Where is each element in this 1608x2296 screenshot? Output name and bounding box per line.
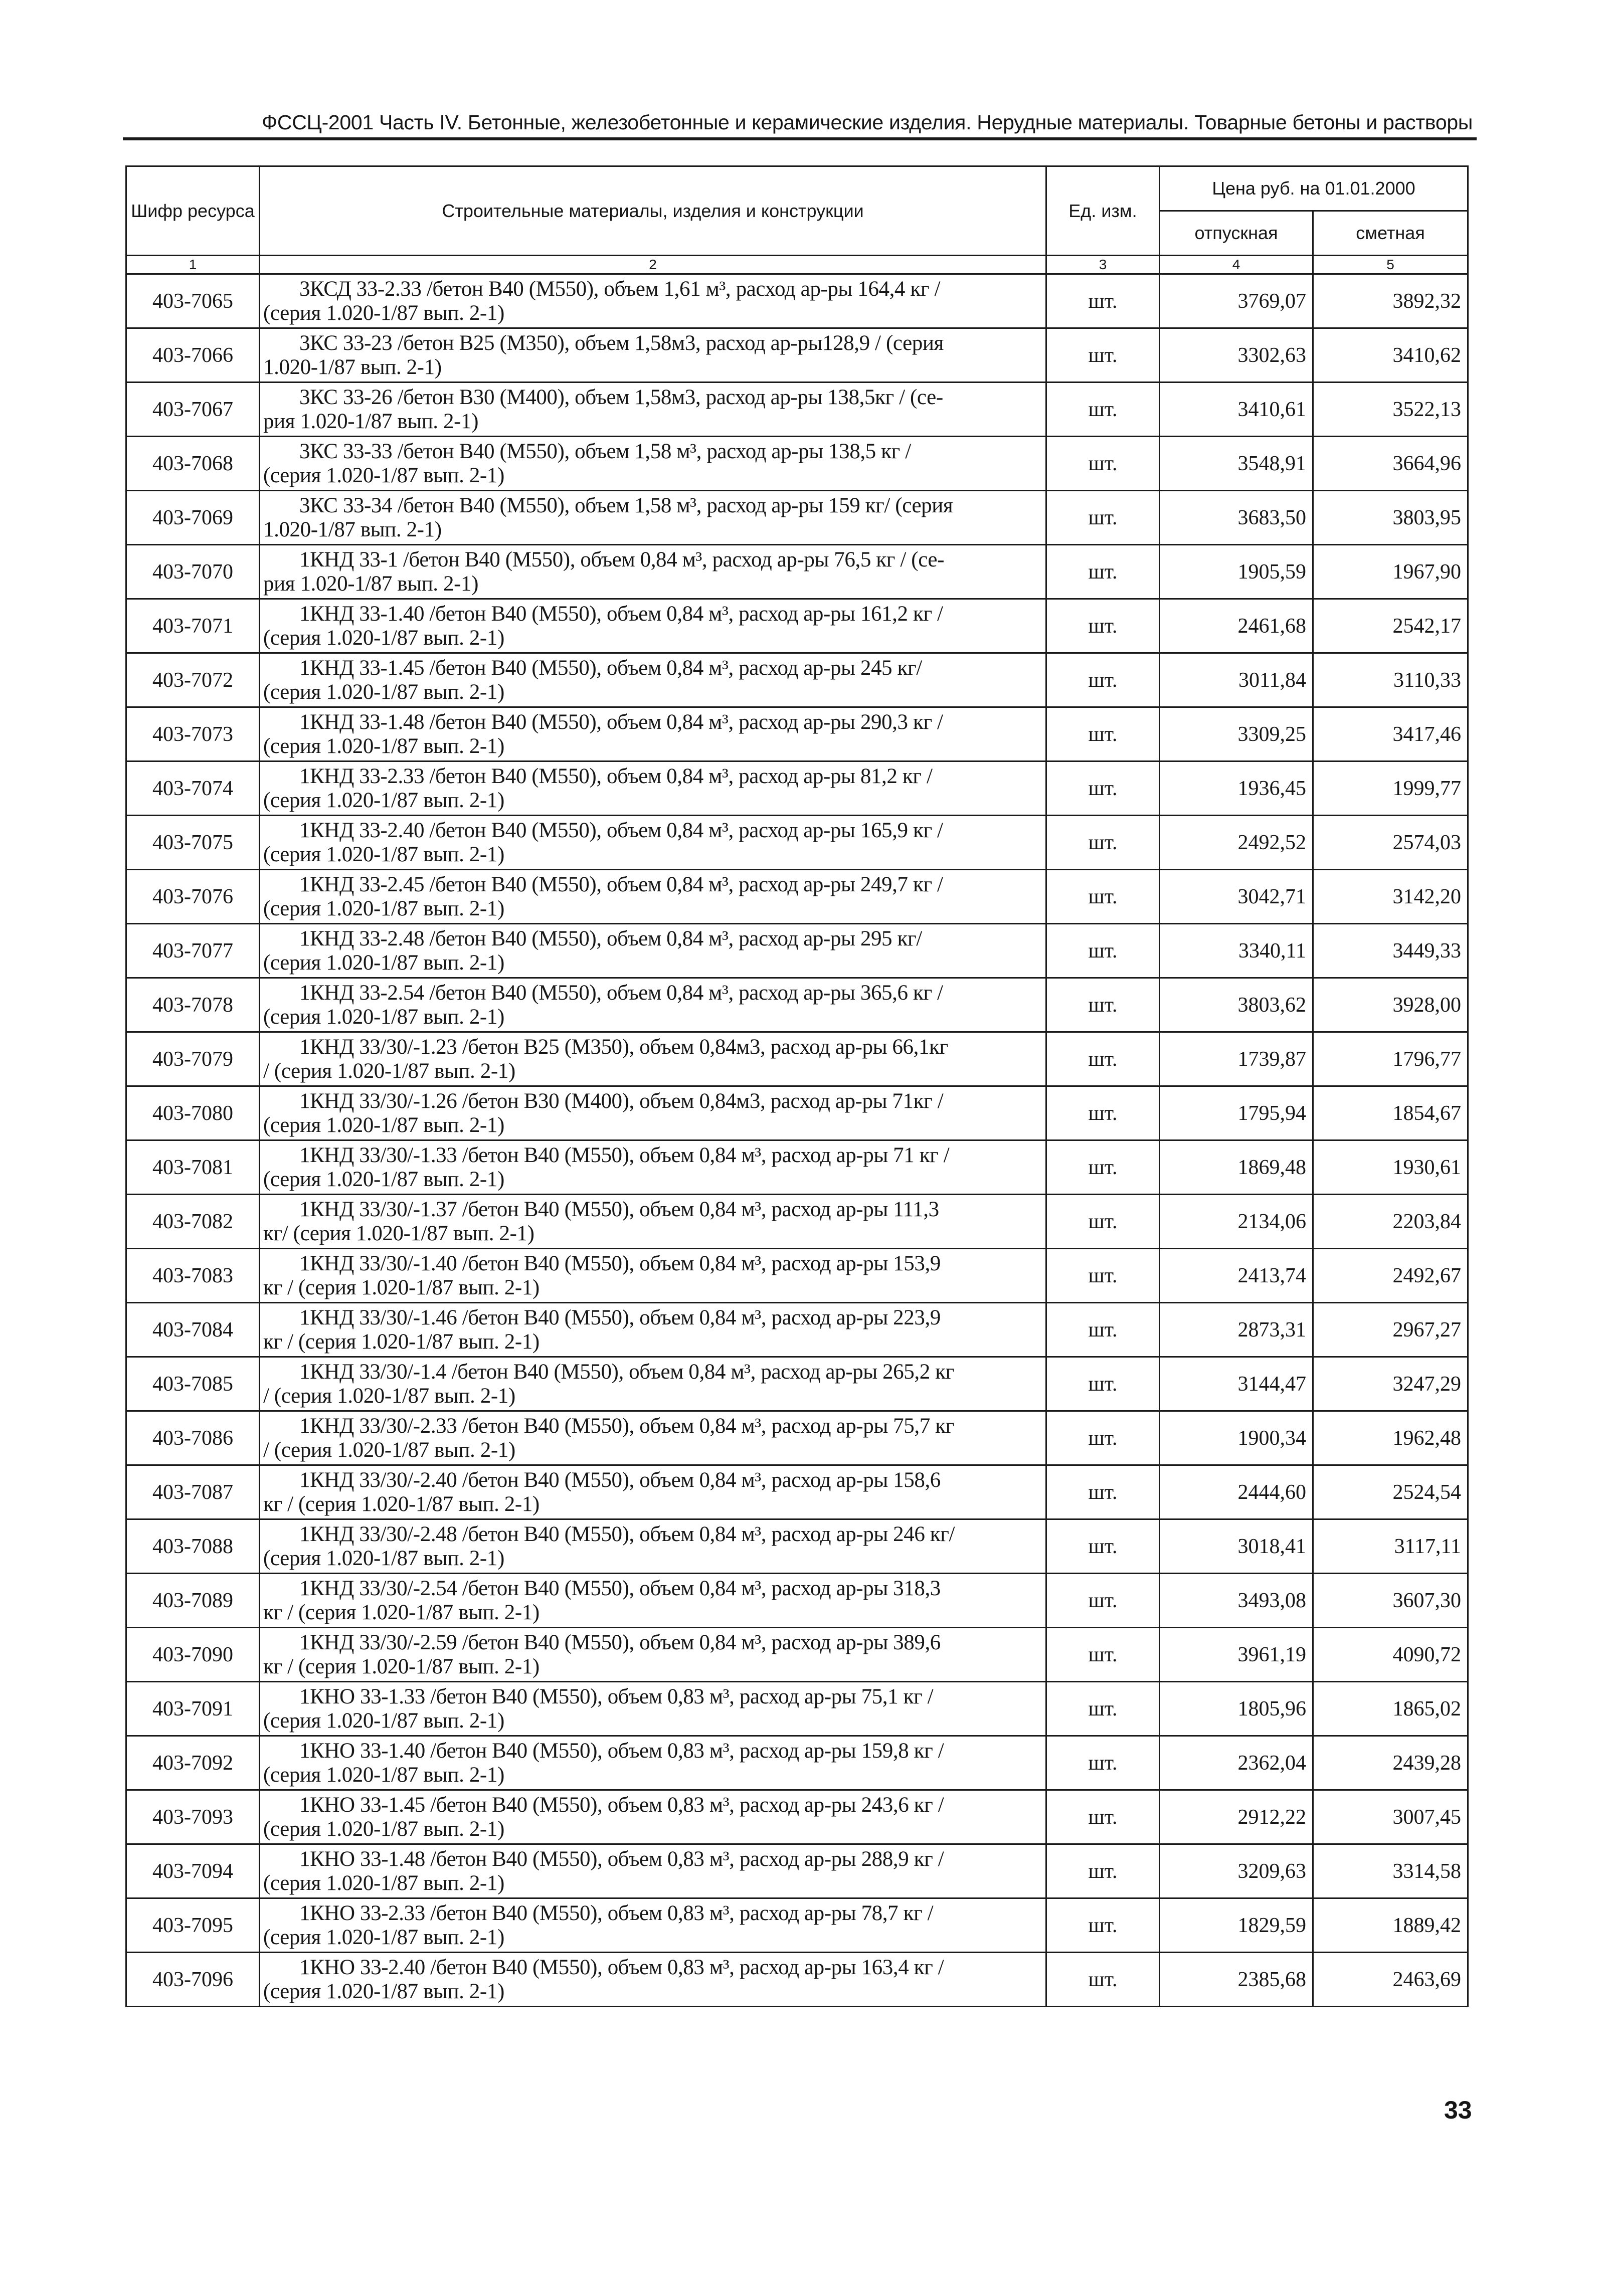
estimate-price-cell: 1962,48 bbox=[1313, 1411, 1468, 1465]
release-price-cell: 3309,25 bbox=[1160, 707, 1313, 761]
table-row bbox=[126, 437, 1468, 491]
resource-code-cell: 403-7068 bbox=[126, 437, 260, 491]
estimate-price-cell: 3417,46 bbox=[1313, 707, 1468, 761]
material-name-line: 1КНД 33-1.48 /бетон В40 (М550), объем 0,84 м³, расход ар-ры 290,3 кг / bbox=[299, 710, 943, 734]
resource-code-cell: 403-7081 bbox=[126, 1140, 260, 1195]
resource-code-cell: 403-7086 bbox=[126, 1411, 260, 1465]
table-row bbox=[126, 1140, 1468, 1195]
material-name-line: 3КС 33-34 /бетон В40 (М550), объем 1,58 м³, расход ар-ры 159 кг/ (серия bbox=[299, 493, 953, 517]
table-row bbox=[126, 1086, 1468, 1140]
material-name-cell bbox=[260, 1411, 1046, 1465]
material-series-line: рия 1.020-1/87 вып. 2-1) bbox=[263, 409, 479, 433]
release-price-cell: 3493,08 bbox=[1160, 1574, 1313, 1628]
unit-cell: шт. bbox=[1046, 1086, 1160, 1140]
resource-code-cell: 403-7096 bbox=[126, 1953, 260, 2007]
unit-cell: шт. bbox=[1046, 1032, 1160, 1086]
material-name-cell bbox=[260, 653, 1046, 707]
unit-cell: шт. bbox=[1046, 1790, 1160, 1844]
estimate-price-cell: 2439,28 bbox=[1313, 1736, 1468, 1790]
estimate-price-cell: 3142,20 bbox=[1313, 870, 1468, 924]
material-name-line: 1КНО 33-2.40 /бетон В40 (М550), объем 0,83 м³, расход ар-ры 163,4 кг / bbox=[299, 1955, 944, 1979]
release-price-cell: 3144,47 bbox=[1160, 1357, 1313, 1411]
estimate-price-cell: 3522,13 bbox=[1313, 382, 1468, 437]
material-name-cell bbox=[260, 1086, 1046, 1140]
unit-cell: шт. bbox=[1046, 870, 1160, 924]
material-series-line: / (серия 1.020-1/87 вып. 2-1) bbox=[263, 1059, 515, 1083]
material-name-cell bbox=[260, 491, 1046, 545]
unit-cell: шт. bbox=[1046, 1682, 1160, 1736]
material-name-cell bbox=[260, 274, 1046, 328]
table-row bbox=[126, 924, 1468, 978]
unit-cell: шт. bbox=[1046, 761, 1160, 816]
unit-cell: шт. bbox=[1046, 978, 1160, 1032]
resource-code-cell: 403-7070 bbox=[126, 545, 260, 599]
unit-cell: шт. bbox=[1046, 1574, 1160, 1628]
material-name-cell bbox=[260, 707, 1046, 761]
material-name-line: 1КНД 33/30/-1.23 /бетон В25 (М350), объем 0,84м3, расход ар-ры 66,1кг bbox=[299, 1035, 948, 1059]
material-name-cell bbox=[260, 1465, 1046, 1519]
unit-cell: шт. bbox=[1046, 653, 1160, 707]
table-row bbox=[126, 870, 1468, 924]
unit-cell: шт. bbox=[1046, 1303, 1160, 1357]
table-row bbox=[126, 1032, 1468, 1086]
resource-code-cell: 403-7078 bbox=[126, 978, 260, 1032]
release-price-cell: 1739,87 bbox=[1160, 1032, 1313, 1086]
material-name-cell bbox=[260, 1195, 1046, 1249]
unit-cell: шт. bbox=[1046, 491, 1160, 545]
release-price-cell: 1795,94 bbox=[1160, 1086, 1313, 1140]
release-price-cell: 3011,84 bbox=[1160, 653, 1313, 707]
resource-code-cell: 403-7069 bbox=[126, 491, 260, 545]
resource-code-cell: 403-7087 bbox=[126, 1465, 260, 1519]
material-series-line: 1.020-1/87 вып. 2-1) bbox=[263, 517, 442, 541]
resource-code-cell: 403-7093 bbox=[126, 1790, 260, 1844]
material-series-line: кг / (серия 1.020-1/87 вып. 2-1) bbox=[263, 1275, 540, 1299]
release-price-cell: 1936,45 bbox=[1160, 761, 1313, 816]
column-header-release: отпускная bbox=[1160, 211, 1313, 256]
unit-cell: шт. bbox=[1046, 1844, 1160, 1898]
table-row bbox=[126, 599, 1468, 653]
material-name-line: 1КНО 33-2.33 /бетон В40 (М550), объем 0,83 м³, расход ар-ры 78,7 кг / bbox=[299, 1901, 934, 1925]
material-name-line: 1КНД 33/30/-1.37 /бетон В40 (М550), объем 0,84 м³, расход ар-ры 111,3 bbox=[299, 1197, 939, 1221]
release-price-cell: 3548,91 bbox=[1160, 437, 1313, 491]
estimate-price-cell: 3664,96 bbox=[1313, 437, 1468, 491]
release-price-cell: 3018,41 bbox=[1160, 1519, 1313, 1574]
material-series-line: / (серия 1.020-1/87 вып. 2-1) bbox=[263, 1438, 515, 1462]
material-series-line: (серия 1.020-1/87 вып. 2-1) bbox=[263, 626, 504, 650]
material-series-line: / (серия 1.020-1/87 вып. 2-1) bbox=[263, 1384, 515, 1408]
estimate-price-cell: 1999,77 bbox=[1313, 761, 1468, 816]
material-name-line: 1КНД 33-2.54 /бетон В40 (М550), объем 0,84 м³, расход ар-ры 365,6 кг / bbox=[299, 981, 943, 1005]
material-name-line: 1КНД 33-1.40 /бетон В40 (М550), объем 0,84 м³, расход ар-ры 161,2 кг / bbox=[299, 602, 943, 626]
column-number: 2 bbox=[260, 256, 1046, 274]
unit-cell: шт. bbox=[1046, 1357, 1160, 1411]
estimate-price-cell: 2524,54 bbox=[1313, 1465, 1468, 1519]
estimate-price-cell: 1889,42 bbox=[1313, 1898, 1468, 1953]
material-name-line: 3КС 33-23 /бетон В25 (М350), объем 1,58м3, расход ар-ры128,9 / (серия bbox=[299, 331, 944, 355]
material-series-line: 1.020-1/87 вып. 2-1) bbox=[263, 355, 442, 379]
material-name-cell bbox=[260, 870, 1046, 924]
table-row bbox=[126, 274, 1468, 328]
material-name-line: 1КНД 33-2.40 /бетон В40 (М550), объем 0,84 м³, расход ар-ры 165,9 кг / bbox=[299, 818, 943, 842]
release-price-cell: 2413,74 bbox=[1160, 1249, 1313, 1303]
column-header-price-group: Цена руб. на 01.01.2000 bbox=[1160, 166, 1468, 211]
unit-cell: шт. bbox=[1046, 274, 1160, 328]
material-name-line: 1КНД 33-2.45 /бетон В40 (М550), объем 0,84 м³, расход ар-ры 249,7 кг / bbox=[299, 872, 943, 896]
table-body bbox=[126, 274, 1468, 2007]
material-name-line: 1КНД 33/30/-2.54 /бетон В40 (М550), объем 0,84 м³, расход ар-ры 318,3 bbox=[299, 1576, 941, 1600]
resource-code-cell: 403-7090 bbox=[126, 1628, 260, 1682]
material-series-line: (серия 1.020-1/87 вып. 2-1) bbox=[263, 896, 504, 920]
resource-code-cell: 403-7074 bbox=[126, 761, 260, 816]
material-name-cell bbox=[260, 1790, 1046, 1844]
resource-code-cell: 403-7066 bbox=[126, 328, 260, 382]
estimate-price-cell: 3110,33 bbox=[1313, 653, 1468, 707]
estimate-price-cell: 4090,72 bbox=[1313, 1628, 1468, 1682]
unit-cell: шт. bbox=[1046, 816, 1160, 870]
material-series-line: кг / (серия 1.020-1/87 вып. 2-1) bbox=[263, 1492, 540, 1516]
running-header-text: ФССЦ-2001 Часть IV. Бетонные, железобетонные и керамические изделия. Нерудные материалы. Товарные бетоны и растворы bbox=[262, 111, 1473, 134]
table-row bbox=[126, 1357, 1468, 1411]
material-name-cell bbox=[260, 978, 1046, 1032]
unit-cell: шт. bbox=[1046, 1519, 1160, 1574]
material-series-line: (серия 1.020-1/87 вып. 2-1) bbox=[263, 1167, 504, 1191]
material-series-line: (серия 1.020-1/87 вып. 2-1) bbox=[263, 680, 504, 704]
material-name-line: 1КНД 33-1.45 /бетон В40 (М550), объем 0,84 м³, расход ар-ры 245 кг/ bbox=[299, 656, 922, 680]
material-name-cell bbox=[260, 761, 1046, 816]
unit-cell: шт. bbox=[1046, 1628, 1160, 1682]
material-name-cell bbox=[260, 1898, 1046, 1953]
material-name-cell bbox=[260, 1953, 1046, 2007]
release-price-cell: 1900,34 bbox=[1160, 1411, 1313, 1465]
material-name-cell bbox=[260, 1519, 1046, 1574]
material-name-cell bbox=[260, 816, 1046, 870]
material-series-line: (серия 1.020-1/87 вып. 2-1) bbox=[263, 950, 504, 975]
material-series-line: (серия 1.020-1/87 вып. 2-1) bbox=[263, 1979, 504, 2003]
running-header bbox=[123, 105, 1477, 140]
material-name-cell bbox=[260, 1303, 1046, 1357]
unit-cell: шт. bbox=[1046, 545, 1160, 599]
estimate-price-cell: 3449,33 bbox=[1313, 924, 1468, 978]
column-header-unit: Ед. изм. bbox=[1046, 166, 1160, 256]
unit-cell: шт. bbox=[1046, 1140, 1160, 1195]
estimate-price-cell: 2542,17 bbox=[1313, 599, 1468, 653]
release-price-cell: 3042,71 bbox=[1160, 870, 1313, 924]
release-price-cell: 3410,61 bbox=[1160, 382, 1313, 437]
release-price-cell: 3340,11 bbox=[1160, 924, 1313, 978]
material-series-line: (серия 1.020-1/87 вып. 2-1) bbox=[263, 1925, 504, 1949]
table-row bbox=[126, 545, 1468, 599]
estimate-price-cell: 2967,27 bbox=[1313, 1303, 1468, 1357]
price-table bbox=[125, 165, 1469, 2007]
material-series-line: (серия 1.020-1/87 вып. 2-1) bbox=[263, 788, 504, 812]
table-row bbox=[126, 328, 1468, 382]
resource-code-cell: 403-7084 bbox=[126, 1303, 260, 1357]
header-row bbox=[126, 166, 1468, 211]
release-price-cell: 2134,06 bbox=[1160, 1195, 1313, 1249]
material-name-line: 1КНД 33-2.48 /бетон В40 (М550), объем 0,84 м³, расход ар-ры 295 кг/ bbox=[299, 926, 922, 950]
release-price-cell: 3683,50 bbox=[1160, 491, 1313, 545]
table-row bbox=[126, 1465, 1468, 1519]
unit-cell: шт. bbox=[1046, 382, 1160, 437]
resource-code-cell: 403-7088 bbox=[126, 1519, 260, 1574]
material-name-cell bbox=[260, 1844, 1046, 1898]
material-name-line: 1КНД 33/30/-1.40 /бетон В40 (М550), объем 0,84 м³, расход ар-ры 153,9 bbox=[299, 1251, 941, 1275]
table-row bbox=[126, 1628, 1468, 1682]
unit-cell: шт. bbox=[1046, 1898, 1160, 1953]
resource-code-cell: 403-7077 bbox=[126, 924, 260, 978]
resource-code-cell: 403-7079 bbox=[126, 1032, 260, 1086]
estimate-price-cell: 2203,84 bbox=[1313, 1195, 1468, 1249]
release-price-cell: 2362,04 bbox=[1160, 1736, 1313, 1790]
material-series-line: кг / (серия 1.020-1/87 вып. 2-1) bbox=[263, 1600, 540, 1624]
table-row bbox=[126, 1953, 1468, 2007]
column-number-row bbox=[126, 256, 1468, 274]
unit-cell: шт. bbox=[1046, 1411, 1160, 1465]
release-price-cell: 2912,22 bbox=[1160, 1790, 1313, 1844]
table-row bbox=[126, 1736, 1468, 1790]
resource-code-cell: 403-7075 bbox=[126, 816, 260, 870]
unit-cell: шт. bbox=[1046, 707, 1160, 761]
material-name-line: 1КНО 33-1.48 /бетон В40 (М550), объем 0,83 м³, расход ар-ры 288,9 кг / bbox=[299, 1847, 944, 1871]
unit-cell: шт. bbox=[1046, 1736, 1160, 1790]
column-header-estimate: сметная bbox=[1313, 211, 1468, 256]
column-number: 3 bbox=[1046, 256, 1160, 274]
material-name-line: 3КС 33-26 /бетон В30 (М400), объем 1,58м3, расход ар-ры 138,5кг / (се- bbox=[299, 385, 943, 409]
estimate-price-cell: 3007,45 bbox=[1313, 1790, 1468, 1844]
material-name-cell bbox=[260, 382, 1046, 437]
release-price-cell: 1805,96 bbox=[1160, 1682, 1313, 1736]
table-row bbox=[126, 816, 1468, 870]
material-series-line: (серия 1.020-1/87 вып. 2-1) bbox=[263, 1763, 504, 1787]
estimate-price-cell: 2463,69 bbox=[1313, 1953, 1468, 2007]
resource-code-cell: 403-7071 bbox=[126, 599, 260, 653]
resource-code-cell: 403-7072 bbox=[126, 653, 260, 707]
estimate-price-cell: 3314,58 bbox=[1313, 1844, 1468, 1898]
material-series-line: кг / (серия 1.020-1/87 вып. 2-1) bbox=[263, 1329, 540, 1354]
estimate-price-cell: 3928,00 bbox=[1313, 978, 1468, 1032]
resource-code-cell: 403-7085 bbox=[126, 1357, 260, 1411]
estimate-price-cell: 3803,95 bbox=[1313, 491, 1468, 545]
column-number: 5 bbox=[1313, 256, 1468, 274]
material-name-cell bbox=[260, 1357, 1046, 1411]
material-name-line: 1КНД 33-1 /бетон В40 (М550), объем 0,84 м³, расход ар-ры 76,5 кг / (се- bbox=[299, 547, 945, 571]
material-series-line: (серия 1.020-1/87 вып. 2-1) bbox=[263, 1546, 504, 1570]
material-name-line: 1КНД 33/30/-1.33 /бетон В40 (М550), объем 0,84 м³, расход ар-ры 71 кг / bbox=[299, 1143, 950, 1167]
material-name-cell bbox=[260, 1574, 1046, 1628]
material-series-line: (серия 1.020-1/87 вып. 2-1) bbox=[263, 1817, 504, 1841]
material-name-cell bbox=[260, 328, 1046, 382]
material-name-line: 1КНО 33-1.33 /бетон В40 (М550), объем 0,83 м³, расход ар-ры 75,1 кг / bbox=[299, 1684, 934, 1708]
release-price-cell: 3803,62 bbox=[1160, 978, 1313, 1032]
release-price-cell: 3769,07 bbox=[1160, 274, 1313, 328]
resource-code-cell: 403-7092 bbox=[126, 1736, 260, 1790]
material-name-line: 3КС 33-33 /бетон В40 (М550), объем 1,58 м³, расход ар-ры 138,5 кг / bbox=[299, 439, 911, 463]
material-series-line: кг / (серия 1.020-1/87 вып. 2-1) bbox=[263, 1654, 540, 1678]
material-name-cell bbox=[260, 545, 1046, 599]
material-series-line: (серия 1.020-1/87 вып. 2-1) bbox=[263, 842, 504, 866]
estimate-price-cell: 1854,67 bbox=[1313, 1086, 1468, 1140]
material-name-line: 3КСД 33-2.33 /бетон В40 (М550), объем 1,61 м³, расход ар-ры 164,4 кг / bbox=[299, 277, 940, 301]
material-name-line: 1КНД 33/30/-1.26 /бетон В30 (М400), объем 0,84м3, расход ар-ры 71кг / bbox=[299, 1089, 944, 1113]
material-name-line: 1КНД 33/30/-2.48 /бетон В40 (М550), объем 0,84 м³, расход ар-ры 246 кг/ bbox=[299, 1522, 955, 1546]
column-number: 4 bbox=[1160, 256, 1313, 274]
unit-cell: шт. bbox=[1046, 437, 1160, 491]
table-row bbox=[126, 1411, 1468, 1465]
resource-code-cell: 403-7091 bbox=[126, 1682, 260, 1736]
material-name-line: 1КНД 33/30/-2.33 /бетон В40 (М550), объем 0,84 м³, расход ар-ры 75,7 кг bbox=[299, 1414, 954, 1438]
resource-code-cell: 403-7076 bbox=[126, 870, 260, 924]
material-series-line: (серия 1.020-1/87 вып. 2-1) bbox=[263, 1708, 504, 1733]
table-row bbox=[126, 761, 1468, 816]
material-name-cell bbox=[260, 1682, 1046, 1736]
estimate-price-cell: 2492,67 bbox=[1313, 1249, 1468, 1303]
resource-code-cell: 403-7089 bbox=[126, 1574, 260, 1628]
material-name-line: 1КНО 33-1.45 /бетон В40 (М550), объем 0,83 м³, расход ар-ры 243,6 кг / bbox=[299, 1793, 944, 1817]
estimate-price-cell: 3892,32 bbox=[1313, 274, 1468, 328]
table-row bbox=[126, 382, 1468, 437]
material-name-cell bbox=[260, 437, 1046, 491]
release-price-cell: 3209,63 bbox=[1160, 1844, 1313, 1898]
release-price-cell: 3302,63 bbox=[1160, 328, 1313, 382]
table-row bbox=[126, 1574, 1468, 1628]
resource-code-cell: 403-7073 bbox=[126, 707, 260, 761]
material-series-line: (серия 1.020-1/87 вып. 2-1) bbox=[263, 463, 504, 487]
resource-code-cell: 403-7080 bbox=[126, 1086, 260, 1140]
material-series-line: (серия 1.020-1/87 вып. 2-1) bbox=[263, 734, 504, 758]
material-series-line: (серия 1.020-1/87 вып. 2-1) bbox=[263, 1005, 504, 1029]
material-series-line: (серия 1.020-1/87 вып. 2-1) bbox=[263, 301, 504, 325]
material-series-line: (серия 1.020-1/87 вып. 2-1) bbox=[263, 1113, 504, 1137]
table-row bbox=[126, 1682, 1468, 1736]
unit-cell: шт. bbox=[1046, 1195, 1160, 1249]
release-price-cell: 1829,59 bbox=[1160, 1898, 1313, 1953]
column-header-code: Шифр ресурса bbox=[126, 166, 260, 256]
unit-cell: шт. bbox=[1046, 1953, 1160, 2007]
estimate-price-cell: 1967,90 bbox=[1313, 545, 1468, 599]
material-series-line: рия 1.020-1/87 вып. 2-1) bbox=[263, 571, 479, 596]
release-price-cell: 3961,19 bbox=[1160, 1628, 1313, 1682]
table-row bbox=[126, 1519, 1468, 1574]
material-name-line: 1КНО 33-1.40 /бетон В40 (М550), объем 0,83 м³, расход ар-ры 159,8 кг / bbox=[299, 1739, 944, 1763]
unit-cell: шт. bbox=[1046, 328, 1160, 382]
release-price-cell: 2492,52 bbox=[1160, 816, 1313, 870]
table-header bbox=[126, 166, 1468, 274]
estimate-price-cell: 3247,29 bbox=[1313, 1357, 1468, 1411]
column-number: 1 bbox=[126, 256, 260, 274]
table-row bbox=[126, 653, 1468, 707]
material-name-cell bbox=[260, 1736, 1046, 1790]
material-series-line: (серия 1.020-1/87 вып. 2-1) bbox=[263, 1871, 504, 1895]
resource-code-cell: 403-7065 bbox=[126, 274, 260, 328]
material-name-cell bbox=[260, 924, 1046, 978]
unit-cell: шт. bbox=[1046, 599, 1160, 653]
estimate-price-cell: 3607,30 bbox=[1313, 1574, 1468, 1628]
release-price-cell: 2385,68 bbox=[1160, 1953, 1313, 2007]
release-price-cell: 2873,31 bbox=[1160, 1303, 1313, 1357]
estimate-price-cell: 2574,03 bbox=[1313, 816, 1468, 870]
estimate-price-cell: 3117,11 bbox=[1313, 1519, 1468, 1574]
resource-code-cell: 403-7095 bbox=[126, 1898, 260, 1953]
material-name-line: 1КНД 33/30/-1.46 /бетон В40 (М550), объем 0,84 м³, расход ар-ры 223,9 bbox=[299, 1305, 941, 1329]
resource-code-cell: 403-7082 bbox=[126, 1195, 260, 1249]
material-name-line: 1КНД 33/30/-2.59 /бетон В40 (М550), объем 0,84 м³, расход ар-ры 389,6 bbox=[299, 1630, 941, 1654]
table-row bbox=[126, 978, 1468, 1032]
unit-cell: шт. bbox=[1046, 1465, 1160, 1519]
table-row bbox=[126, 1303, 1468, 1357]
table-row bbox=[126, 707, 1468, 761]
table-row bbox=[126, 491, 1468, 545]
resource-code-cell: 403-7094 bbox=[126, 1844, 260, 1898]
material-name-cell bbox=[260, 599, 1046, 653]
material-name-line: 1КНД 33/30/-2.40 /бетон В40 (М550), объем 0,84 м³, расход ар-ры 158,6 bbox=[299, 1468, 941, 1492]
page-number: 33 bbox=[1444, 2096, 1472, 2124]
release-price-cell: 1869,48 bbox=[1160, 1140, 1313, 1195]
estimate-price-cell: 1930,61 bbox=[1313, 1140, 1468, 1195]
estimate-price-cell: 1796,77 bbox=[1313, 1032, 1468, 1086]
estimate-price-cell: 3410,62 bbox=[1313, 328, 1468, 382]
material-name-cell bbox=[260, 1140, 1046, 1195]
material-name-line: 1КНД 33/30/-1.4 /бетон В40 (М550), объем 0,84 м³, расход ар-ры 265,2 кг bbox=[299, 1360, 954, 1384]
resource-code-cell: 403-7067 bbox=[126, 382, 260, 437]
release-price-cell: 1905,59 bbox=[1160, 545, 1313, 599]
unit-cell: шт. bbox=[1046, 1249, 1160, 1303]
material-series-line: кг/ (серия 1.020-1/87 вып. 2-1) bbox=[263, 1221, 534, 1245]
material-name-cell bbox=[260, 1032, 1046, 1086]
estimate-price-cell: 1865,02 bbox=[1313, 1682, 1468, 1736]
column-header-name: Строительные материалы, изделия и конструкции bbox=[260, 166, 1046, 256]
release-price-cell: 2461,68 bbox=[1160, 599, 1313, 653]
table-row bbox=[126, 1195, 1468, 1249]
table-row bbox=[126, 1898, 1468, 1953]
release-price-cell: 2444,60 bbox=[1160, 1465, 1313, 1519]
material-name-cell bbox=[260, 1628, 1046, 1682]
table-row bbox=[126, 1844, 1468, 1898]
material-name-line: 1КНД 33-2.33 /бетон В40 (М550), объем 0,84 м³, расход ар-ры 81,2 кг / bbox=[299, 764, 933, 788]
unit-cell: шт. bbox=[1046, 924, 1160, 978]
material-name-cell bbox=[260, 1249, 1046, 1303]
resource-code-cell: 403-7083 bbox=[126, 1249, 260, 1303]
table-row bbox=[126, 1249, 1468, 1303]
table-row bbox=[126, 1790, 1468, 1844]
